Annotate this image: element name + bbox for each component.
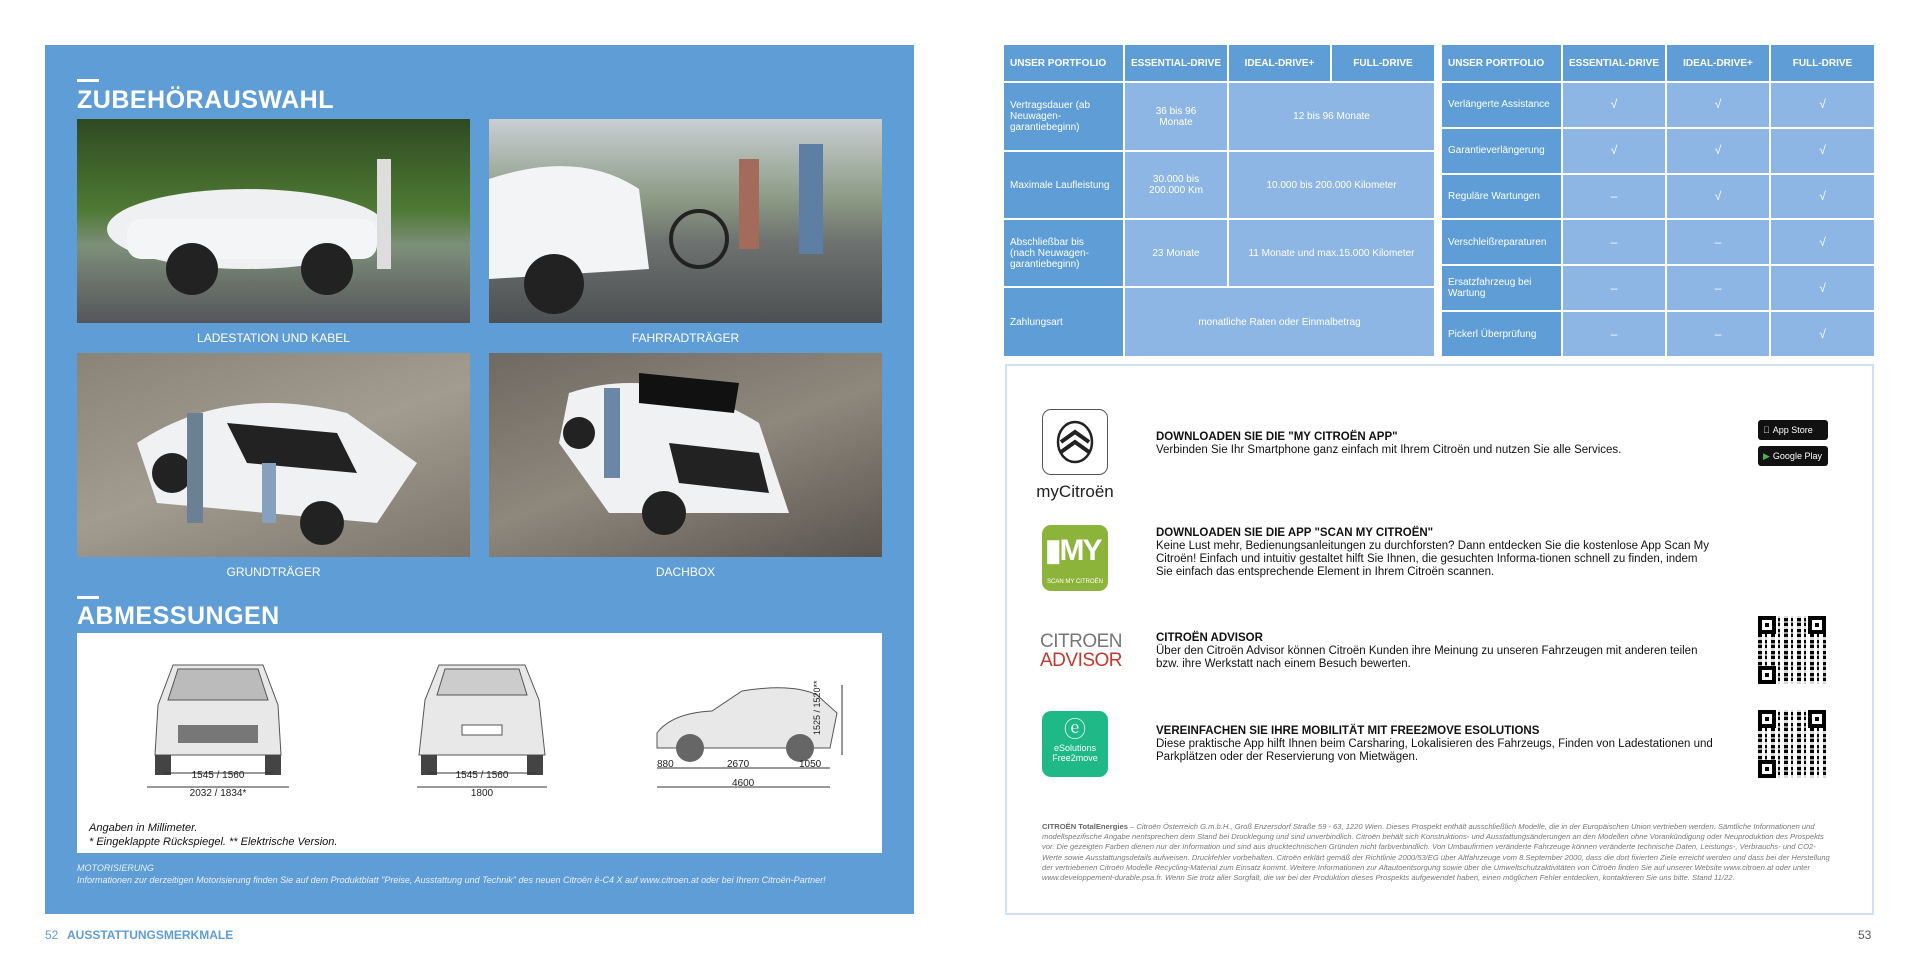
row-label: Vertragsdauer (ab Neuwagen-garantiebeginn): [1004, 83, 1123, 150]
photo-caption: LADESTATION UND KABEL: [197, 331, 350, 345]
legal-text: CITROËN TotalEnergies – Citroën Österreich G.m.b.H., Groß Enzersdorf Straße 59 - 63, 1220 Wien. Dieses Prospekt enthält ausschließlich Modelle, die in der Europäischen Union vertrieben werden. Sämtliche Informationen und modellspezifische Angabe nentsprechen dem Stand bei Drucklegung und sind unverbindlich. Citroën behält sich Konstruktions- und Ausstattungsänderungen an den Modellen ohne Vorankündigung oder Neuproduktion des Prospekts vor. Die gezeigten Farben dienen nur der Information und sind aus drucktechnischen Gründen nicht farbverbindlich. Von Umbaufirmen veränderte Fahrzeuge können veränderte technische Daten, Leistungs-, Verbrauchs- und CO2-Werte sowie Ausstattungsdetails aufweisen. Druckfehler vorbehalten. Citroën erklärt gemäß der Richtlinie 2000/53/EG über Altfahrzeuge vom 8.September 2000, dass die dort fixierten Ziele erreicht werden und dass bei der Herstellung der vertriebenen Citroën Modelle Recycling-Material zum Einsatz kommt. Weitere Informationen zur Altautoentsorgung sowie über die Umweltschutzaktivitäten von Citroën finden Sie auf unserer Website www.citroen.at oder unter www.developpement-durable.psa.fr. Wenn Sie trotz aller Sorgfalt, die wir bei der Produktion dieses Prospekts aufgewendet haben, einen möglichen Fehler entdecken, kontaktieren Sie uns bitte. Stand 11/22.: [1042, 822, 1830, 883]
section-title-dimensions: ABMESSUNGEN: [77, 602, 280, 630]
cell-value: –: [1667, 266, 1769, 310]
dimension-note-units: Angaben in Millimeter.: [89, 822, 198, 834]
app-description: Diese praktische App hilft Ihnen beim Carsharing, Lokalisieren des Fahrzeugs, Finden von Ladestationen und Parkplätzen oder der Reservierung von Mietwägen.: [1156, 738, 1713, 763]
play-icon: ▶: [1763, 450, 1770, 461]
cell-value: √: [1771, 220, 1874, 264]
page-number-right: 53: [1858, 928, 1872, 942]
cell-value: –: [1563, 312, 1665, 356]
cell-value: 30.000 bis 200.000 Km: [1125, 152, 1227, 218]
app-title: VEREINFACHEN SIE IHRE MOBILITÄT MIT FREE2MOVE ESOLUTIONS: [1156, 725, 1540, 737]
row-label: Maximale Laufleistung: [1004, 152, 1123, 218]
qr-code-esolutions[interactable]: [1758, 710, 1826, 778]
cell-value: –: [1563, 175, 1665, 219]
table-header: ESSENTIAL-DRIVE: [1125, 45, 1227, 81]
photo-caption: DACHBOX: [655, 565, 716, 579]
mycitroen-logo-text: myCitroën: [1036, 482, 1114, 501]
table-header: ESSENTIAL-DRIVE: [1563, 45, 1665, 81]
rear-width: 1800: [470, 788, 494, 799]
cell-value: –: [1667, 312, 1769, 356]
app-store-badge[interactable]: App Store: [1758, 420, 1828, 440]
row-label: Verschleißreparaturen: [1442, 220, 1561, 264]
cell-value: √: [1667, 83, 1769, 127]
row-label: Pickerl Überprüfung: [1442, 312, 1561, 356]
portfolio-table-contract: [1004, 45, 1436, 356]
cell-value: √: [1667, 175, 1769, 219]
cell-value: 23 Monate: [1125, 220, 1227, 286]
front-width: 2032 / 1834*: [189, 788, 247, 799]
row-label: Garantieverlängerung: [1442, 129, 1561, 173]
table-header: UNSER PORTFOLIO: [1442, 45, 1561, 81]
photo-bike-rack: [489, 119, 882, 323]
esolutions-logo-text: eSolutions Free2move: [1052, 743, 1098, 763]
rear-track: 1545 / 1560: [455, 770, 509, 781]
page-number-left: 52: [45, 928, 59, 942]
table-header: UNSER PORTFOLIO: [1004, 45, 1123, 81]
photo-roof-bars: [77, 353, 470, 557]
app-description: Keine Lust mehr, Bedienungsanleitungen zu durchforsten? Dann entdecken Sie die kostenlose App Scan My Citroën! Einfach und intuitiv gestaltet hilft Sie Ihnen, die gesuchten Informa-tionen schnell zu finden, indem Sie einfach das entsprechende Element in Ihrem Citroën scannen.: [1156, 540, 1710, 578]
cell-value: –: [1563, 266, 1665, 310]
photo-caption: FAHRRADTRÄGER: [631, 331, 740, 345]
front-overhang: 880: [657, 759, 674, 770]
e-charge-icon: ⓔ: [1063, 717, 1086, 742]
section-label: AUSSTATTUNGSMERKMALE: [67, 928, 234, 942]
cell-value: 12 bis 96 Monate: [1229, 83, 1434, 150]
row-label: Zahlungsart: [1004, 288, 1123, 356]
front-track: 1545 / 1560: [191, 770, 245, 781]
mycitroen-app-icon[interactable]: [1042, 409, 1108, 475]
photo-charging-station: [77, 119, 470, 323]
app-title: DOWNLOADEN SIE DIE "MY CITROËN APP": [1156, 431, 1398, 443]
apple-icon: [1763, 425, 1770, 435]
cell-value: monatliche Raten oder Einmalbetrag: [1125, 288, 1434, 356]
heading-dash: [77, 79, 99, 82]
scan-my-citroen-app-icon[interactable]: [1042, 525, 1108, 591]
app-description: Verbinden Sie Ihr Smartphone ganz einfach mit Ihrem Citroën und nutzen Sie alle Services.: [1156, 444, 1622, 456]
cell-value: 10.000 bis 200.000 Kilometer: [1229, 152, 1434, 218]
cell-value: –: [1667, 220, 1769, 264]
cell-value: 11 Monate und max.15.000 Kilometer: [1229, 220, 1434, 286]
motor-title: MOTORISIERUNG: [77, 863, 154, 873]
cell-value: √: [1771, 129, 1874, 173]
app-description: Über den Citroën Advisor können Citroën Kunden ihre Meinung zu unseren Fahrzeugen mit anderen teilen bzw. ihre Werkstatt nach einem Besuch bewerten.: [1156, 645, 1698, 670]
dimension-note-footnotes: * Eingeklappte Rückspiegel. ** Elektrische Version.: [89, 836, 338, 848]
app-title: CITROËN ADVISOR: [1156, 632, 1263, 644]
photo-caption: GRUNDTRÄGER: [226, 565, 321, 579]
wheelbase: 2670: [727, 759, 750, 770]
table-header: IDEAL-DRIVE+: [1667, 45, 1769, 81]
cell-value: √: [1563, 83, 1665, 127]
citroen-advisor-logo[interactable]: CITROEN ADVISOR: [1040, 631, 1123, 671]
dimensions-box: [77, 633, 882, 853]
portfolio-table-services: [1442, 45, 1874, 356]
table-header: IDEAL-DRIVE+: [1229, 45, 1330, 81]
photo-roof-box: [489, 353, 882, 557]
heading-dash: [77, 596, 99, 599]
motor-text: Informationen zur derzeitigen Motorisierung finden Sie auf dem Produktblatt "Preise, Ausstattung und Technik" des neuen Citroën ë-C4 X auf www.citroen.at oder bei Ihrem Citroën-Partner!: [77, 875, 826, 885]
cell-value: √: [1771, 175, 1874, 219]
table-header: FULL-DRIVE: [1771, 45, 1874, 81]
section-title-accessories: ZUBEHÖRAUSWAHL: [77, 86, 334, 114]
row-label: Reguläre Wartungen: [1442, 175, 1561, 219]
row-label: Verlängerte Assistance: [1442, 83, 1561, 127]
table-header: FULL-DRIVE: [1332, 45, 1434, 81]
cell-value: √: [1771, 312, 1874, 356]
cell-value: 36 bis 96 Monate: [1125, 83, 1227, 150]
scan-logo-text: SCAN MY CITROËN: [1047, 579, 1103, 585]
cell-value: √: [1563, 129, 1665, 173]
cell-value: √: [1771, 266, 1874, 310]
row-label: Abschließbar bis (nach Neuwagen-garantiebeginn): [1004, 220, 1123, 286]
rear-overhang: 1050: [799, 759, 822, 770]
row-label: Ersatzfahrzeug bei Wartung: [1442, 266, 1561, 310]
cell-value: √: [1771, 83, 1874, 127]
length: 4600: [732, 778, 755, 789]
google-play-badge[interactable]: ▶ Google Play: [1758, 446, 1828, 466]
scan-my-glyph: ▮MY: [1045, 534, 1101, 567]
height: 1525 / 1520**: [812, 680, 822, 735]
side-view-drawing: [652, 673, 852, 793]
cell-value: –: [1563, 220, 1665, 264]
cell-value: √: [1667, 129, 1769, 173]
app-title: DOWNLOADEN SIE DIE APP "SCAN MY CITROËN": [1156, 527, 1434, 539]
qr-code-advisor[interactable]: [1758, 616, 1826, 684]
esolutions-app-icon[interactable]: [1042, 711, 1108, 777]
legal-brand: CITROËN TotalEnergies: [1042, 822, 1128, 831]
